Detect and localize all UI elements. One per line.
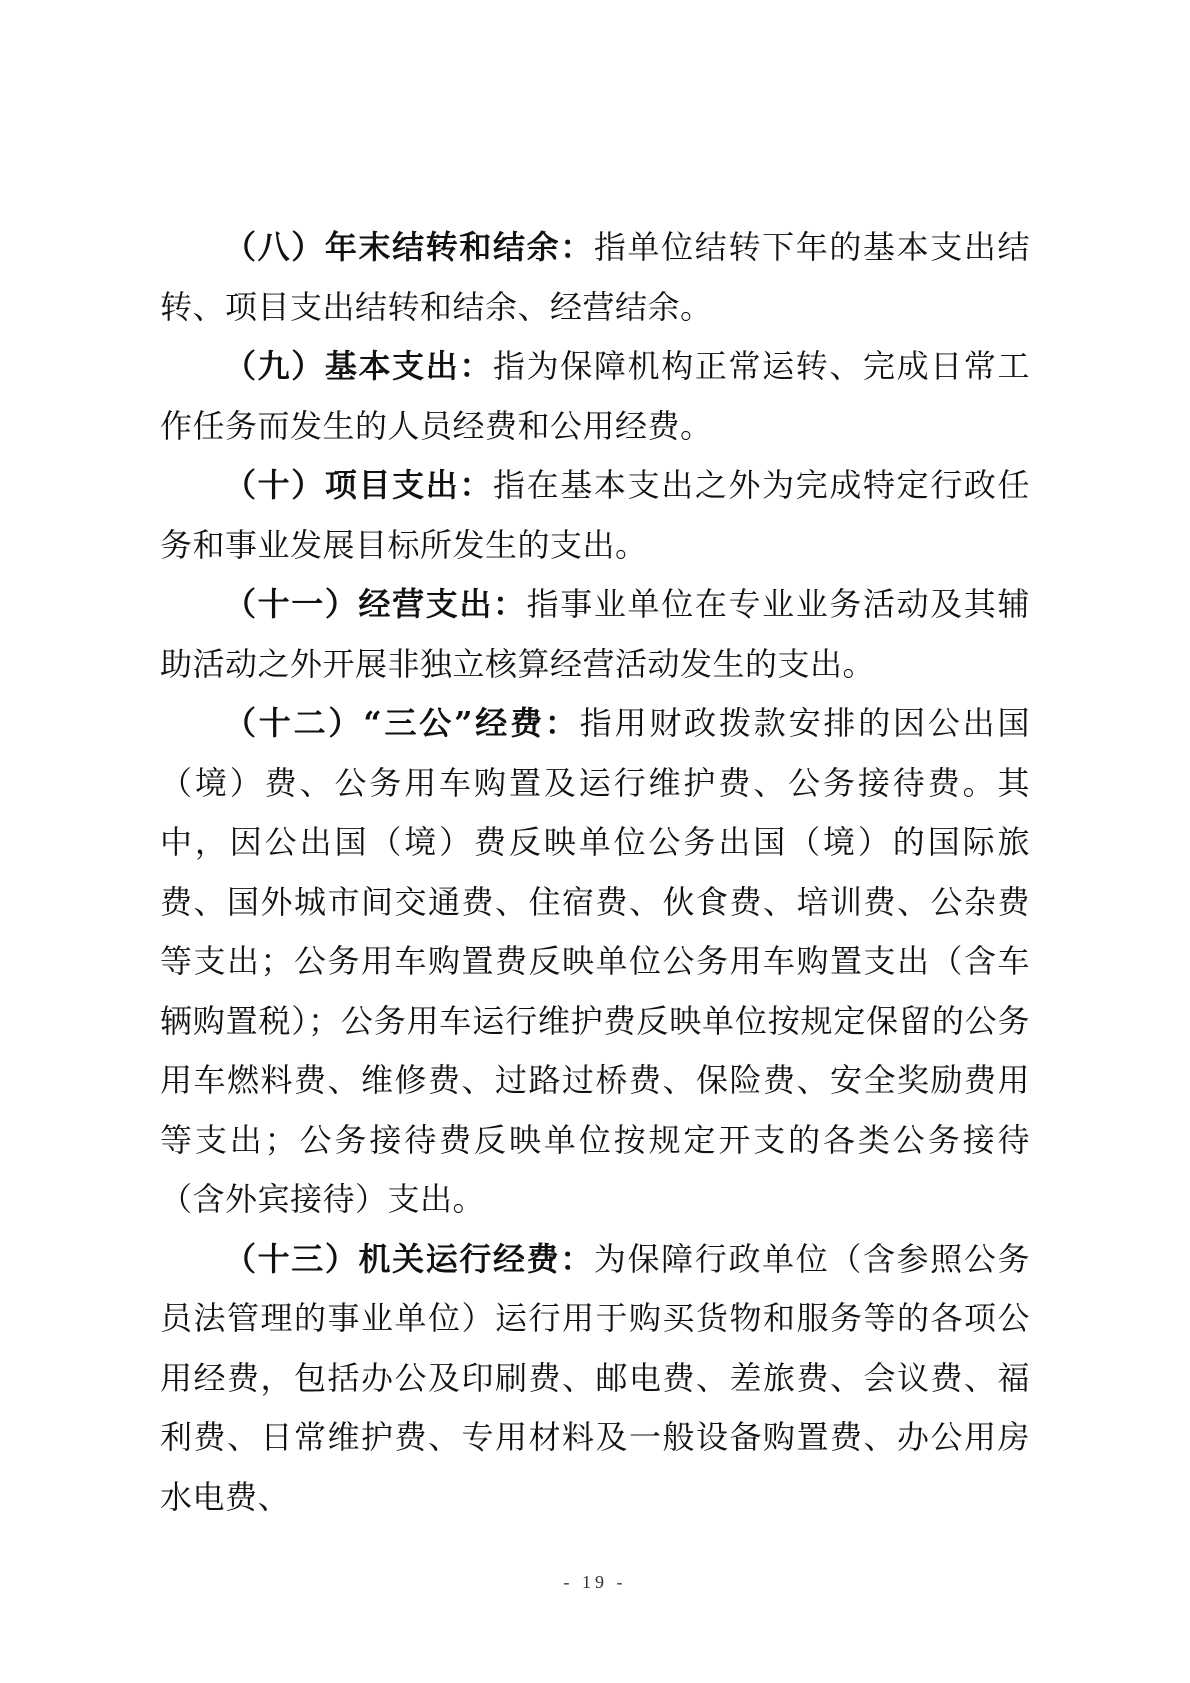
term-heading: （十一）经营支出： — [224, 585, 527, 623]
term-definition: 指在基本支出之外为完成特定行政任务和事业发展目标所发生的支出。 — [160, 466, 1030, 564]
term-heading: （十三）机关运行经费： — [224, 1239, 594, 1278]
term-definition: 指为保障机构正常运转、完成日常工作任务而发生的人员经费和公用经费。 — [160, 347, 1030, 445]
paragraph-agency-operating-funds — [160, 1230, 1030, 1528]
term-definition: 指用财政拨款安排的因公出国（境）费、公务用车购置及运行维护费、公务接待费。其中，因公出国（境）费反映单位公务出国（境）的国际旅费、国外城市间交通费、住宿费、伙食费、培训费、公杂费等支出；公务用车购置费反映单位公务用车购置支出（含车辆购置税）；公务用车运行维护费反映单位按规定保留的公务用车燃料费、维修费、过路过桥费、保险费、安全奖励费用等支出；公务接待费反映单位按规定开支的各类公务接待（含外宾接待）支出。 — [160, 704, 1030, 1218]
paragraph-operating-expenditure — [160, 575, 1030, 694]
term-definition: 为保障行政单位（含参照公务员法管理的事业单位）运行用于购买货物和服务等的各项公用经费，包括办公及印刷费、邮电费、差旅费、会议费、福利费、日常维护费、专用材料及一般设备购置费、办公用房水电费、 — [160, 1239, 1030, 1516]
term-definition: 指单位结转下年的基本支出结转、项目支出结转和结余、经营结余。 — [160, 228, 1030, 326]
term-heading: （十）项目支出： — [224, 466, 494, 504]
term-definition: 指事业单位在专业业务活动及其辅助活动之外开展非独立核算经营活动发生的支出。 — [160, 585, 1030, 683]
term-heading: （十二）“三公”经费： — [224, 704, 580, 742]
paragraph-basic-expenditure — [160, 337, 1030, 456]
paragraph-three-public-expenses — [160, 694, 1030, 1230]
document-body — [160, 218, 1030, 1527]
paragraph-project-expenditure — [160, 456, 1030, 575]
page-number: - 19 - — [563, 1572, 627, 1592]
paragraph-year-end-carryover — [160, 218, 1030, 337]
term-heading: （九）基本支出： — [224, 347, 494, 385]
term-heading: （八）年末结转和结余： — [224, 228, 594, 266]
